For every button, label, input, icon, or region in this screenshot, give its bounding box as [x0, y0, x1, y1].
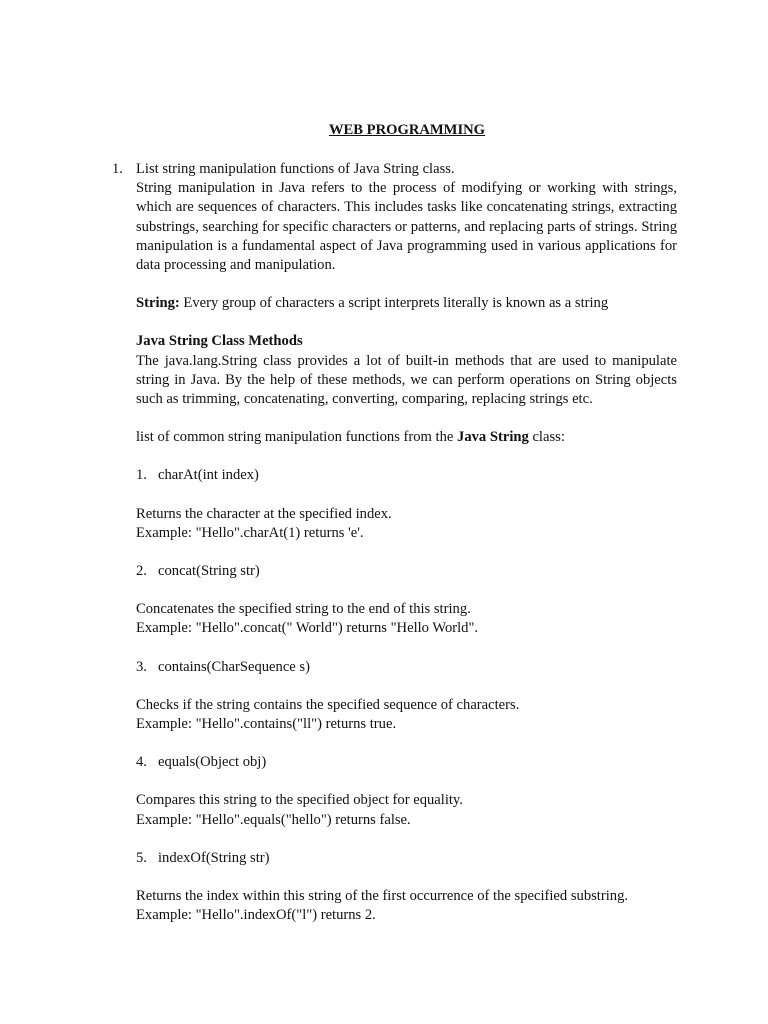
list-intro-suffix: class: — [528, 429, 565, 446]
method-heading — [136, 849, 677, 868]
method-description: Concatenates the specified string to the end of this string. — [136, 601, 471, 618]
method-signature: concat(String str) — [158, 563, 260, 580]
method-description: Compares this string to the specified object for equality. — [136, 792, 463, 809]
method-description: Checks if the string contains the specified sequence of characters. — [136, 696, 520, 713]
method-example: Example: "Hello".indexOf("l") returns 2. — [136, 907, 376, 924]
method-signature: equals(Object obj) — [158, 754, 267, 771]
method-example: Example: "Hello".concat(" World") returns "Hello World". — [136, 620, 479, 637]
method-item — [136, 543, 677, 639]
method-description: Returns the index within this string of the first occurrence of the specified substring. — [136, 888, 629, 905]
string-definition-label: String: — [136, 295, 180, 312]
method-heading — [136, 466, 677, 485]
method-example: Example: "Hello".equals("hello") returns false. — [136, 811, 411, 828]
method-number: 4. — [136, 754, 147, 771]
methods-list — [136, 447, 677, 925]
method-item — [136, 447, 677, 543]
list-intro — [136, 428, 677, 447]
method-number: 2. — [136, 563, 147, 580]
methods-heading: Java String Class Methods — [136, 333, 303, 350]
method-number: 1. — [136, 467, 147, 484]
question-text: List string manipulation functions of Java String class. — [136, 161, 455, 177]
method-description: Returns the character at the specified index. — [136, 505, 392, 522]
string-definition-text: Every group of characters a script interprets literally is known as a string — [179, 295, 609, 312]
list-intro-bold: Java String — [457, 429, 529, 446]
intro-paragraph: String manipulation in Java refers to the process of modifying or working with strings, which are sequences of characters. This includes tasks like concatenating strings, extracting substrings, searching for specific characters or patterns, and replacing parts of strings. String manipulation is a fundamental aspect of Java programming used in various applications for data processing and manipulation. — [136, 180, 677, 274]
method-number: 5. — [136, 849, 147, 866]
method-number: 3. — [136, 658, 147, 675]
method-example: Example: "Hello".contains("ll") returns true. — [136, 716, 397, 733]
method-signature: charAt(int index) — [158, 467, 259, 484]
method-heading — [136, 753, 677, 772]
method-signature: contains(CharSequence s) — [158, 658, 310, 675]
method-heading — [136, 562, 677, 581]
string-definition — [136, 294, 677, 313]
list-intro-prefix: list of common string manipulation functions from the — [136, 429, 458, 446]
method-item — [136, 830, 677, 926]
method-item — [136, 734, 677, 830]
method-example: Example: "Hello".charAt(1) returns 'e'. — [136, 524, 364, 541]
methods-intro-paragraph: The java.lang.String class provides a lot of built-in methods that are used to manipulate string in Java. By the help of these methods, we can perform operations on String objects such as trimming, concatenating, converting, comparing, replacing strings etc. — [136, 352, 677, 408]
page-title: WEB PROGRAMMING — [328, 122, 486, 138]
method-item — [136, 639, 677, 735]
method-heading — [136, 658, 677, 677]
method-signature: indexOf(String str) — [158, 849, 270, 866]
question-body — [136, 160, 677, 925]
question-number: 1. — [112, 161, 123, 177]
